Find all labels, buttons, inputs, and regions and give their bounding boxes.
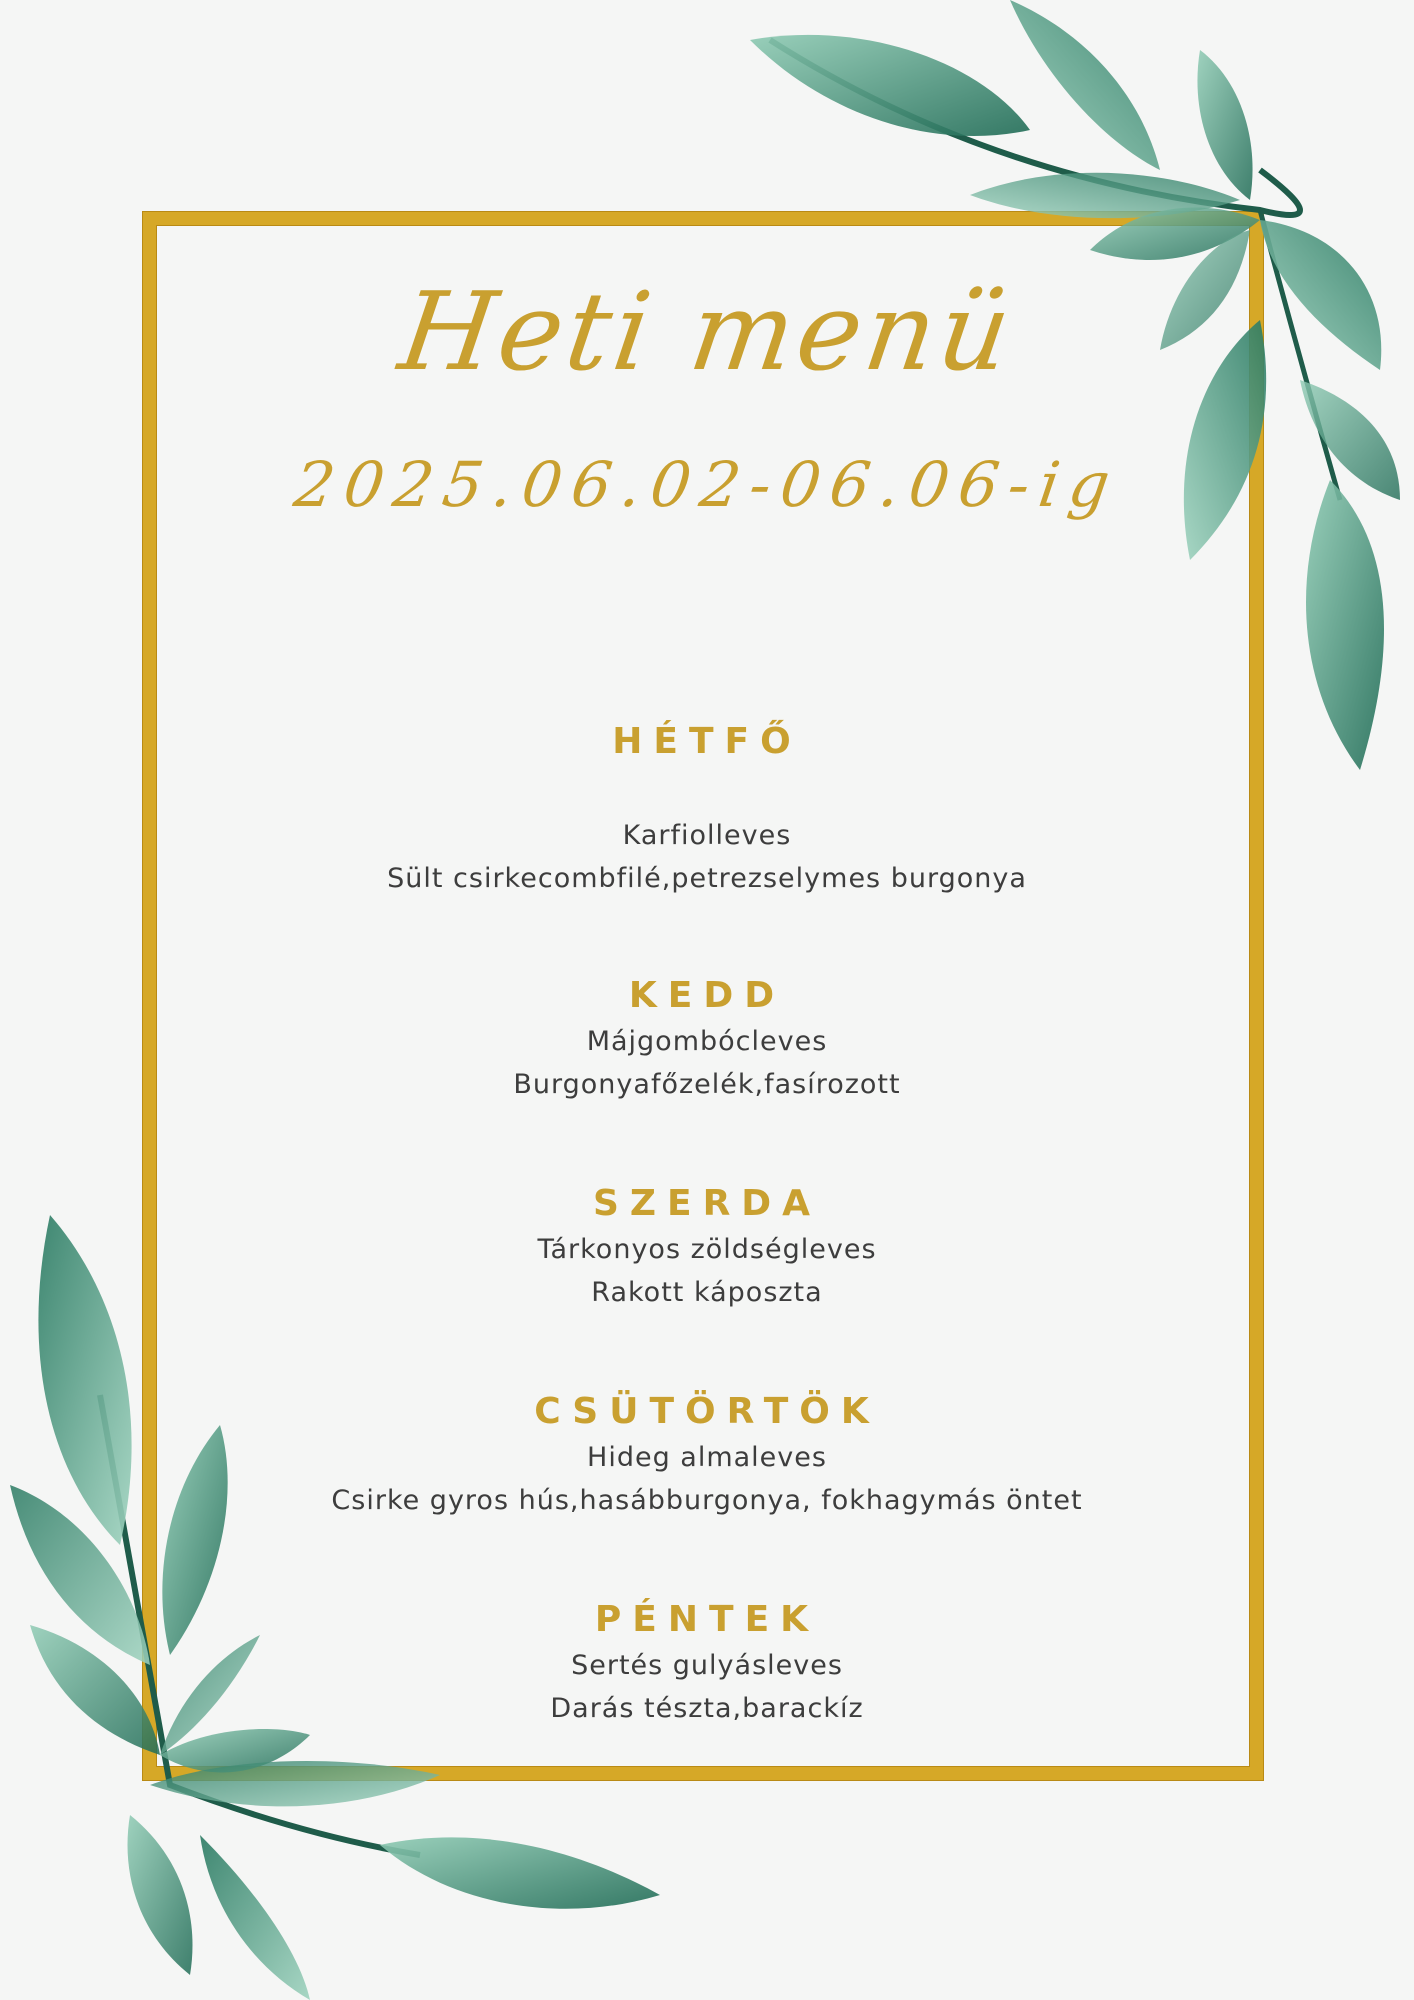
soup-item: Tárkonyos zöldségleves — [537, 1234, 877, 1265]
day-section-friday — [0, 1596, 1414, 1730]
main-course-item: Burgonyafőzelék,fasírozott — [513, 1069, 901, 1100]
date-range: 2025.06.02-06.06-ig — [289, 448, 1125, 521]
soup-item: Sertés gulyásleves — [571, 1650, 843, 1681]
day-heading: KEDD — [628, 975, 786, 1016]
soup-item: Karfiolleves — [622, 820, 792, 851]
main-course-item: Sült csirkecombfilé,petrezselymes burgonya — [387, 863, 1027, 894]
soup-item: Hideg almaleves — [587, 1442, 827, 1473]
day-section-thursday — [0, 1388, 1414, 1522]
main-course-item: Darás tészta,barackíz — [550, 1693, 864, 1724]
day-heading: CSÜTÖRTÖK — [534, 1391, 880, 1432]
day-section-wednesday — [0, 1180, 1414, 1314]
main-course-item: Rakott káposzta — [591, 1277, 823, 1308]
day-section-monday — [0, 718, 1414, 900]
page-title: Heti menü — [392, 270, 1022, 395]
day-heading: SZERDA — [592, 1183, 822, 1224]
soup-item: Májgombócleves — [586, 1026, 828, 1057]
main-course-item: Csirke gyros hús,hasábburgonya, fokhagymás öntet — [331, 1485, 1083, 1516]
day-section-tuesday — [0, 972, 1414, 1106]
day-heading: PÉNTEK — [594, 1599, 820, 1640]
day-heading: HÉTFŐ — [612, 721, 802, 762]
